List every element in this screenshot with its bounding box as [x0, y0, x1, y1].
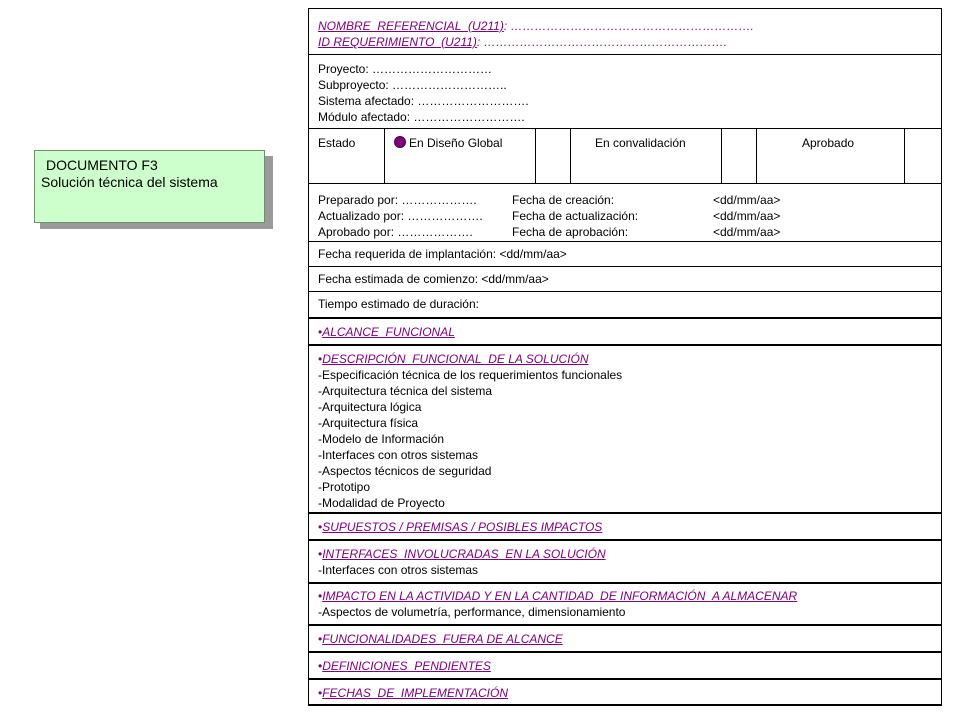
funcionalidades-row: [309, 626, 941, 653]
document-label-title: Solución técnica del sistema: [41, 174, 218, 190]
descripcion-row: [309, 346, 941, 514]
fecha-creacion-label: Fecha de creación:: [512, 193, 615, 207]
fecha-requerida-row: [309, 242, 941, 267]
bullet-icon: •: [318, 632, 323, 646]
fecha-aprobacion-value: <dd/mm/aa>: [713, 225, 781, 239]
tiempo-estimado-row: [309, 292, 941, 319]
fecha-estimada-field: Fecha estimada de comienzo: <dd/mm/aa>: [318, 272, 549, 286]
descripcion-item: -Modelo de Información: [318, 432, 445, 446]
bullet-icon: •: [318, 352, 323, 366]
interfaces-link[interactable]: INTERFACES_INVOLUCRADAS_EN LA SOLUCIÓN: [322, 547, 606, 561]
estado-label-cell: [309, 129, 385, 183]
estado-label: Estado: [318, 136, 356, 150]
supuestos-link[interactable]: SUPUESTOS / PREMISAS / POSIBLES IMPACTOS: [322, 520, 603, 534]
descripcion-item: -Prototipo: [318, 480, 371, 494]
fecha-actualizacion-label: Fecha de actualización:: [512, 209, 639, 223]
selected-radio-icon: [394, 136, 406, 148]
subproyecto-field: Subproyecto: ………………………..: [318, 78, 507, 92]
document-label: [34, 150, 265, 223]
tiempo-estimado-field: Tiempo estimado de duración:: [318, 297, 479, 311]
impacto-link[interactable]: IMPACTO EN LA ACTIVIDAD Y EN LA CANTIDAD_DE INFORMACIÓN_A ALMACENAR: [322, 589, 798, 603]
actualizado-por-field: Actualizado por: ……………….: [318, 209, 483, 223]
proyecto-field: Proyecto: …………………………: [318, 62, 493, 76]
descripcion-item: -Especificación técnica de los requerimientos funcionales: [318, 368, 623, 382]
fecha-estimada-row: [309, 267, 941, 292]
descripcion-item: -Aspectos técnicos de seguridad: [318, 464, 492, 478]
estado-option-convalidacion-label: En convalidación: [595, 136, 686, 150]
descripcion-item: -Arquitectura lógica: [318, 400, 422, 414]
nombre-referencial-value: : …………………………………………………….: [503, 19, 754, 33]
project-row: [309, 55, 941, 129]
estado-row: [309, 129, 941, 184]
requirement-form: [308, 8, 942, 706]
supuestos-row: [309, 514, 941, 541]
estado-checkbox-aprobado[interactable]: [905, 129, 941, 183]
descripcion-funcional-link[interactable]: DESCRIPCIÓN_FUNCIONAL_DE LA SOLUCIÓN: [322, 352, 589, 366]
modulo-afectado-field: Módulo afectado: ……………………….: [318, 110, 525, 124]
bullet-icon: •: [318, 659, 323, 673]
interfaces-row: [309, 541, 941, 584]
id-requerimiento-value: : …………………………………………………….: [476, 35, 727, 49]
estado-option-aprobado-label: Aprobado: [802, 136, 855, 150]
descripcion-item: -Arquitectura física: [318, 416, 419, 430]
bullet-icon: •: [318, 520, 323, 534]
estado-option-diseno[interactable]: [385, 129, 536, 183]
descripcion-item: -Interfaces con otros sistemas: [318, 448, 479, 462]
alcance-row: [309, 319, 941, 346]
interfaces-item: -Interfaces con otros sistemas: [318, 563, 479, 577]
sistema-afectado-field: Sistema afectado: ……………………….: [318, 94, 529, 108]
estado-option-convalidacion[interactable]: [571, 129, 722, 183]
definiciones-row: [309, 653, 941, 680]
estado-option-aprobado[interactable]: [757, 129, 905, 183]
estado-checkbox-convalidacion[interactable]: [722, 129, 757, 183]
responsables-row: [309, 184, 941, 242]
descripcion-item: -Modalidad de Proyecto: [318, 496, 445, 510]
estado-option-diseno-label: En Diseño Global: [409, 136, 503, 150]
alcance-funcional-link[interactable]: ALCANCE_FUNCIONAL: [322, 325, 455, 339]
preparado-por-field: Preparado por: ……………….: [318, 193, 477, 207]
impacto-item: -Aspectos de volumetría, performance, dimensionamiento: [318, 605, 626, 619]
nombre-referencial-link[interactable]: NOMBRE_REFERENCIAL_(U211): [318, 19, 504, 33]
aprobado-por-field: Aprobado por: ……………….: [318, 225, 473, 239]
fecha-actualizacion-value: <dd/mm/aa>: [713, 209, 781, 223]
estado-checkbox-diseno[interactable]: [536, 129, 571, 183]
fechas-row: [309, 680, 941, 705]
fecha-aprobacion-label: Fecha de aprobación:: [512, 225, 629, 239]
document-label-code: DOCUMENTO F3: [46, 157, 158, 173]
bullet-icon: •: [318, 325, 323, 339]
header-row: [309, 9, 941, 55]
id-requerimiento-link[interactable]: ID REQUERIMIENTO_(U211): [318, 35, 477, 49]
bullet-icon: •: [318, 686, 323, 700]
descripcion-item: -Arquitectura técnica del sistema: [318, 384, 493, 398]
fecha-requerida-field: Fecha requerida de implantación: <dd/mm/aa>: [318, 247, 567, 261]
definiciones-link[interactable]: DEFINICIONES_PENDIENTES: [322, 659, 491, 673]
bullet-icon: •: [318, 547, 323, 561]
fecha-creacion-value: <dd/mm/aa>: [713, 193, 781, 207]
fechas-implementacion-link[interactable]: FECHAS_DE_IMPLEMENTACIÓN: [322, 686, 509, 700]
impacto-row: [309, 584, 941, 626]
bullet-icon: •: [318, 589, 323, 603]
funcionalidades-link[interactable]: FUNCIONALIDADES_FUERA DE ALCANCE: [322, 632, 563, 646]
